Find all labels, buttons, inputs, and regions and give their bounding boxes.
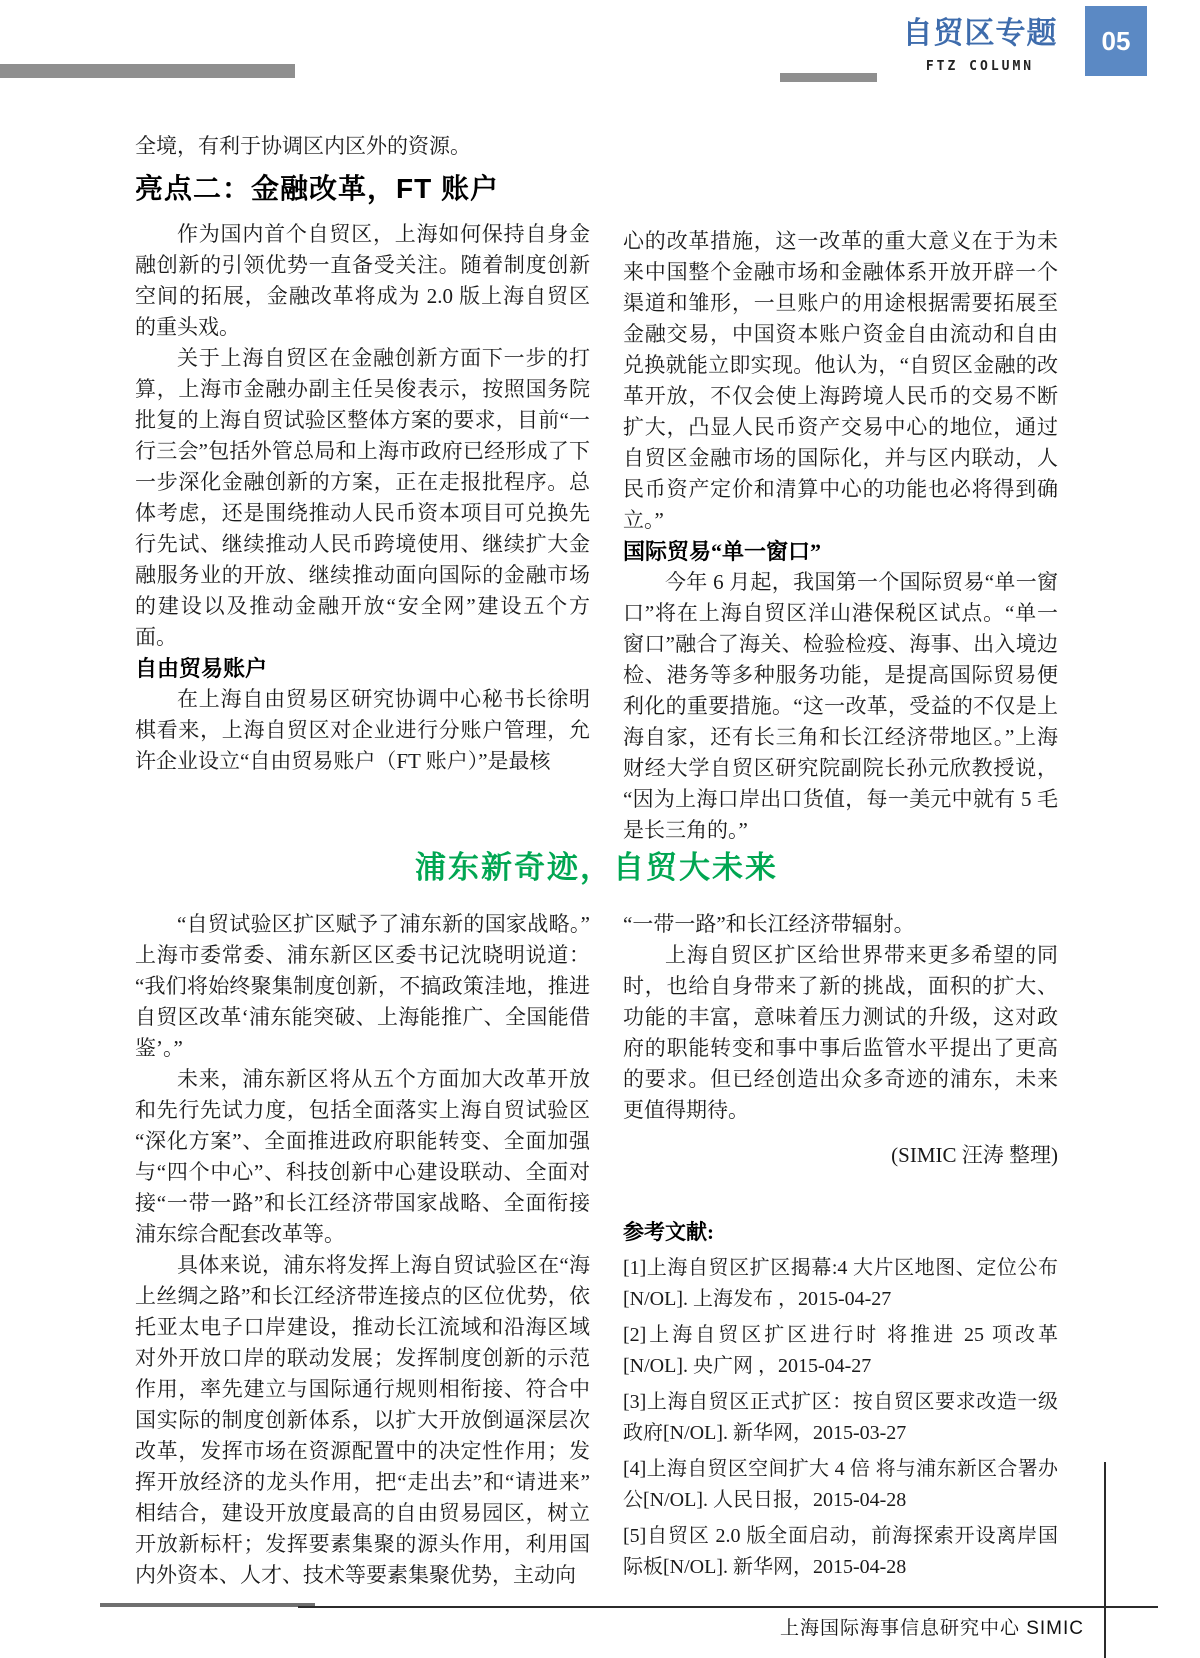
byline: (SIMIC 汪涛 整理) [891, 1143, 1058, 1167]
body-paragraph: 上海自贸区扩区给世界带来更多希望的同时，也给自身带来了新的挑战，面积的扩大、功能的丰富，意味着压力测试的升级，这对政府的职能转变和事中事后监管水平提出了更高的要求。但已经创造出众多奇迹的浦东，未来更值得期待。 [623, 943, 1058, 1122]
column-title: 自贸区专题 [902, 17, 1058, 50]
reference-item: [5]自贸区 2.0 版全面启动，前海探索开设离岸国际板[N/OL]. 新华网，2015-04-28 [623, 1525, 1058, 1578]
body-paragraph: 关于上海自贸区在金融创新方面下一步的打算，上海市金融办副主任吴俊表示，按照国务院批复的上海自贸试验区整体方案的要求，目前“一行三会”包括外管总局和上海市政府已经形成了下一步深化金融创新的方案，正在走报批程序。总体考虑，还是围绕推动人民币资本项目可兑换先行先试、继续推动人民币跨境使用、继续扩大金融服务业的开放、继续推动面向国际的金融市场的建设以及推动金融开放“安全网”建设五个方面。 [135, 346, 590, 649]
references-heading: 参考文献: [623, 1220, 714, 1244]
footer-credit: 上海国际海事信息研究中心 SIMIC [779, 1618, 1084, 1639]
body-paragraph: 心的改革措施，这一改革的重大意义在于为未来中国整个金融市场和金融体系开放开辟一个渠道和雏形，一旦账户的用途根据需要拓展至金融交易，中国资本账户资金自由流动和自由兑换就能立即实现。他认为，“自贸区金融的改革开放，不仅会使上海跨境人民币的交易不断扩大，凸显人民币资产交易中心的地位，通过自贸区金融市场的国际化，并与区内联动，人民币资产定价和清算中心的功能也必将得到确立。” [623, 229, 1058, 532]
article-content [135, 131, 1058, 1591]
body-paragraph: 作为国内首个自贸区，上海如何保持自身金融创新的引领优势一直备受关注。随着制度创新空间的拓展，金融改革将成为 2.0 版上海自贸区的重头戏。 [135, 222, 590, 339]
carryover-line: 全境，有利于协调区内区外的资源。 [135, 134, 471, 158]
reference-item: [1]上海自贸区扩区揭幕:4 大片区地图、定位公布[N/OL]. 上海发布 ，2015-04-27 [623, 1257, 1058, 1310]
carryover-line: “一带一路”和长江经济带辐射。 [623, 912, 915, 936]
section-pudong-right-column [623, 909, 1058, 1583]
highlight-two-heading: 亮点二：金融改革，FT 账户 [135, 173, 499, 204]
footer-rule [298, 1606, 1158, 1608]
reference-item: [2]上海自贸区扩区进行时 将推进 25 项改革[N/OL]. 央广网 ，2015-04-27 [623, 1324, 1058, 1377]
page-number-badge: 05 [1085, 6, 1147, 76]
body-paragraph: 今年 6 月起，我国第一个国际贸易“单一窗口”将在上海自贸区洋山港保税区试点。“单一窗口”融合了海关、检验检疫、海事、出入境边检、港务等多种服务功能，是提高国际贸易便利化的重要措施。“这一改革，受益的不仅是上海自家，还有长三角和长江经济带地区。”上海财经大学自贸区研究院副院长孙元欣教授说，“因为上海口岸出口货值，每一美元中就有 5 毛是长三角的。” [623, 570, 1058, 842]
free-trade-account-subheading: 自由贸易账户 [135, 656, 268, 681]
body-paragraph: “自贸试验区扩区赋予了浦东新的国家战略。”上海市委常委、浦东新区区委书记沈晓明说道：“我们将始终聚集制度创新，不搞政策洼地，推进自贸区改革‘浦东能突破、上海能推广、全国能借鉴’。” [135, 912, 590, 1060]
pudong-feature-heading: 浦东新奇迹，自贸大未来 [415, 850, 778, 885]
body-paragraph: 具体来说，浦东将发挥上海自贸试验区在“海上丝绸之路”和长江经济带连接点的区位优势，依托亚太电子口岸建设，推动长江流域和沿海区域对外开放口岸的联动发展；发挥制度创新的示范作用，率先建立与国际通行规则相衔接、符合中国实际的制度创新体系，以扩大开放倒逼深层次改革，发挥市场在资源配置中的决定性作用；发挥开放经济的龙头作用，把“走出去”和“请进来”相结合，建设开放度最高的自由贸易园区，树立开放新标杆；发挥要素集聚的源头作用，利用国内外资本、人才、技术等要素集聚优势，主动向 [135, 1253, 590, 1587]
column-subtitle: FTZ COLUMN [925, 59, 1035, 74]
section-pudong-left-column [135, 909, 590, 1591]
section-finance-left-column [135, 131, 590, 777]
reference-item: [3]上海自贸区正式扩区：按自贸区要求改造一级政府[N/OL]. 新华网，2015-03-27 [623, 1391, 1058, 1444]
section-pudong [135, 909, 1058, 1591]
top-left-gray-bar [0, 64, 295, 78]
header-gray-dash [780, 73, 877, 82]
reference-item: [4]上海自贸区空间扩大 4 倍 将与浦东新区合署办公[N/OL]. 人民日报，2015-04-28 [623, 1458, 1058, 1511]
body-paragraph: 在上海自由贸易区研究协调中心秘书长徐明棋看来，上海自贸区对企业进行分账户管理，允许企业设立“自由贸易账户（FT 账户）”是最核 [135, 687, 590, 773]
footer-rule-dash [100, 1603, 315, 1607]
section-finance [135, 131, 1058, 846]
column-header [855, 16, 1105, 74]
section-finance-right-column [623, 131, 1058, 846]
body-paragraph: 未来，浦东新区将从五个方面加大改革开放和先行先试力度，包括全面落实上海自贸试验区“深化方案”、全面推进政府职能转变、全面加强与“四个中心”、科技创新中心建设联动、全面对接“一带一路”和长江经济带国家战略、全面衔接浦东综合配套改革等。 [135, 1067, 590, 1246]
footer-vertical-divider [1104, 1462, 1106, 1658]
single-window-subheading: 国际贸易“单一窗口” [623, 539, 822, 564]
